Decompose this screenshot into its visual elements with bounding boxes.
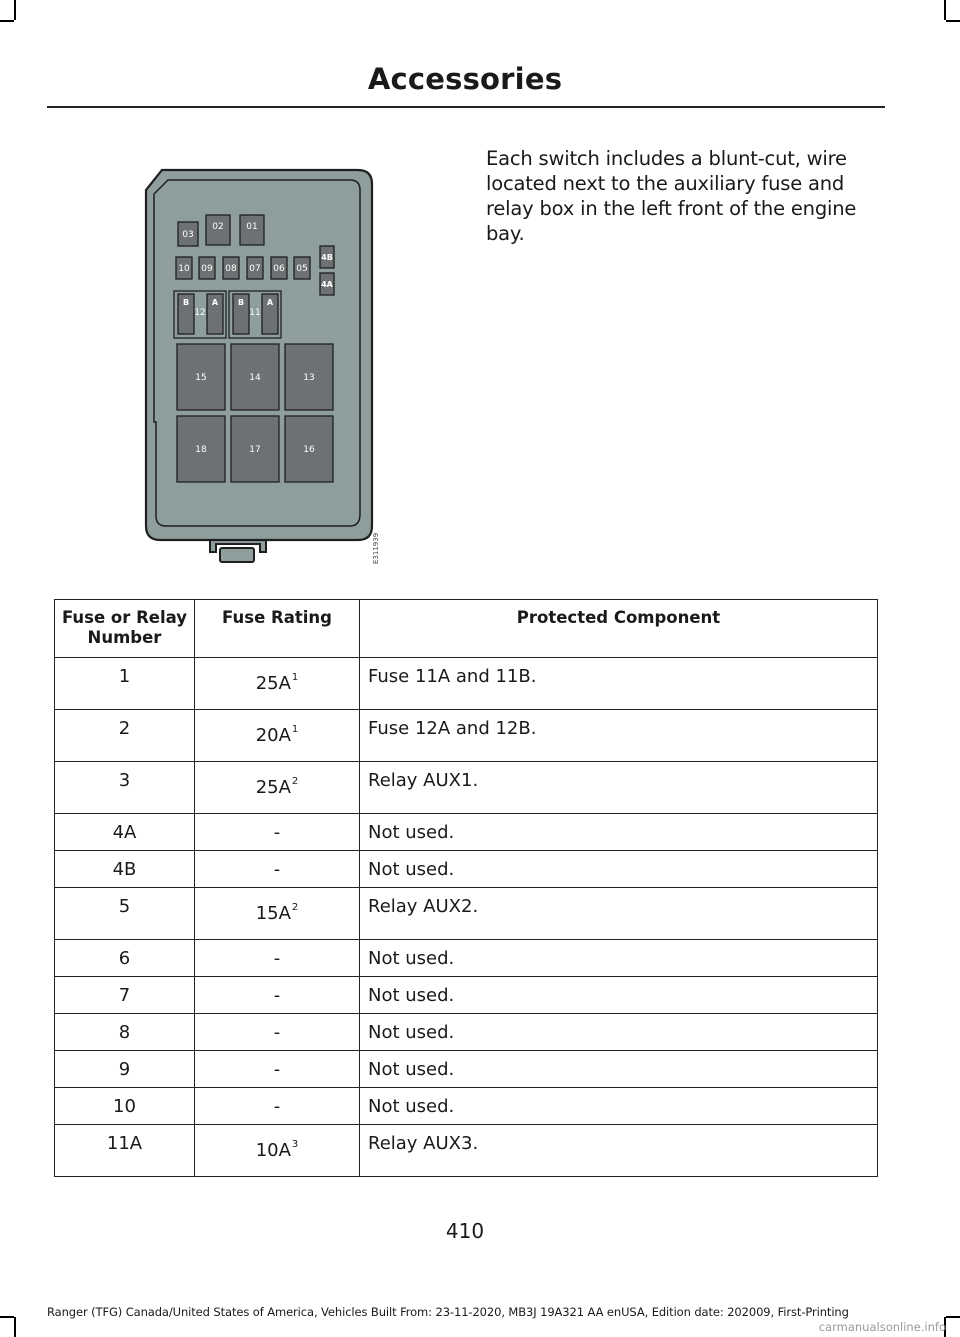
fuse-number-cell: 5 — [55, 888, 195, 940]
fuse-rating-value: 20A — [255, 725, 291, 746]
protected-component-cell: Fuse 11A and 11B. — [360, 658, 878, 710]
table-row — [55, 762, 878, 814]
fuse-slot-label: 14 — [249, 373, 261, 383]
fuse-slot-label: 15 — [195, 373, 207, 383]
title-rule — [47, 106, 885, 108]
fuse-slot-label: 02 — [212, 222, 224, 232]
fuse-rating-cell — [195, 940, 360, 977]
fuse-rating-value: 15A — [255, 903, 291, 924]
fuse-rating-cell — [195, 1125, 360, 1177]
table-row — [55, 977, 878, 1014]
footer-text: Ranger (TFG) Canada/United States of America, Vehicles Built From: 23-11-2020, MB3J 19A321 AA enUSA, Edition date: 202009, First-Printing — [47, 1305, 849, 1319]
fuse-rating-value: 10A — [255, 1140, 291, 1161]
fuse-number-cell: 9 — [55, 1051, 195, 1088]
fuse-table-body — [55, 658, 878, 1177]
fuse-group-label: 12 — [194, 308, 206, 318]
table-row — [55, 940, 878, 977]
crop-mark — [0, 20, 14, 22]
table-header-row — [55, 600, 878, 658]
fuse-rating-value: - — [273, 1059, 281, 1080]
header-fuse-rating: Fuse Rating — [195, 600, 360, 658]
header-fuse-number: Fuse or Relay Number — [55, 600, 195, 658]
fuse-number-cell: 8 — [55, 1014, 195, 1051]
fuse-slot-label: 05 — [296, 264, 308, 274]
fuse-slot-label: A — [211, 298, 219, 307]
crop-mark — [14, 1317, 16, 1337]
fuse-rating-value: - — [273, 948, 281, 969]
crop-mark — [946, 20, 960, 22]
protected-component-cell: Relay AUX2. — [360, 888, 878, 940]
fuse-number-cell: 4B — [55, 851, 195, 888]
fuse-group-label: 11 — [249, 308, 261, 318]
intro-paragraph: Each switch includes a blunt-cut, wire located next to the auxiliary fuse and relay box in the left front of the engine bay. — [486, 147, 857, 245]
fuse-slot-label: 07 — [249, 264, 261, 274]
fuse-box-diagram — [140, 160, 380, 570]
fuse-number-cell: 7 — [55, 977, 195, 1014]
fuse-number-cell: 10 — [55, 1088, 195, 1125]
table-row — [55, 1014, 878, 1051]
fuse-number-cell: 4A — [55, 814, 195, 851]
table-row — [55, 1051, 878, 1088]
fuse-table — [54, 599, 878, 1177]
fuse-rating-value: 25A — [255, 673, 291, 694]
fuse-number-cell: 2 — [55, 710, 195, 762]
page-title: Accessories — [367, 62, 563, 96]
fuse-slot-label: 18 — [195, 445, 207, 455]
footnote-marker: 2 — [291, 776, 299, 787]
protected-component-cell: Relay AUX3. — [360, 1125, 878, 1177]
fuse-slot-label: 01 — [246, 222, 258, 232]
fuse-rating-cell — [195, 977, 360, 1014]
footnote-marker: 2 — [291, 902, 299, 913]
fuse-number-cell: 6 — [55, 940, 195, 977]
fuse-rating-value: - — [273, 1022, 281, 1043]
fuse-number-cell: 3 — [55, 762, 195, 814]
fuse-slot-label: 10 — [178, 264, 190, 274]
fuse-slot-label: 06 — [273, 264, 285, 274]
page-number: 410 — [445, 1219, 485, 1243]
fuse-slot-label: 17 — [249, 445, 261, 455]
footnote-marker: 1 — [291, 724, 299, 735]
fuse-rating-cell — [195, 762, 360, 814]
table-row — [55, 1088, 878, 1125]
footnote-marker: 1 — [291, 672, 299, 683]
protected-component-cell: Fuse 12A and 12B. — [360, 710, 878, 762]
crop-mark — [14, 0, 16, 20]
fuse-rating-cell — [195, 851, 360, 888]
protected-component-cell: Not used. — [360, 851, 878, 888]
table-row — [55, 888, 878, 940]
watermark: carmanualsonline.info — [818, 1320, 946, 1334]
diagram-ref-code: E311939 — [372, 532, 380, 564]
crop-mark — [0, 1316, 14, 1318]
fuse-rating-cell — [195, 1088, 360, 1125]
protected-component-cell: Not used. — [360, 977, 878, 1014]
fuse-box-latch-slot — [220, 548, 254, 562]
fuse-rating-cell — [195, 1014, 360, 1051]
fuse-slot-label: B — [237, 298, 245, 307]
protected-component-cell: Not used. — [360, 814, 878, 851]
table-row — [55, 814, 878, 851]
fuse-rating-value: - — [273, 1096, 281, 1117]
footnote-marker: 3 — [291, 1139, 299, 1150]
table-row — [55, 658, 878, 710]
protected-component-cell: Relay AUX1. — [360, 762, 878, 814]
fuse-slot-label: A — [266, 298, 274, 307]
fuse-rating-value: - — [273, 985, 281, 1006]
fuse-slot-label: 4A — [321, 280, 333, 289]
protected-component-cell: Not used. — [360, 940, 878, 977]
fuse-rating-cell — [195, 814, 360, 851]
fuse-slot-label: 03 — [182, 230, 194, 240]
fuse-rating-value: - — [273, 859, 281, 880]
fuse-slot-label: 08 — [225, 264, 237, 274]
table-row — [55, 1125, 878, 1177]
table-row — [55, 710, 878, 762]
fuse-rating-cell — [195, 1051, 360, 1088]
fuse-slot-label: 13 — [303, 373, 315, 383]
fuse-slot-label: 4B — [321, 253, 333, 262]
fuse-slot-label: 16 — [303, 445, 315, 455]
fuse-number-cell: 11A — [55, 1125, 195, 1177]
fuse-rating-value: 25A — [255, 777, 291, 798]
fuse-slot-label: B — [182, 298, 190, 307]
fuse-box-svg — [140, 160, 380, 570]
fuse-slot-label: 09 — [201, 264, 213, 274]
fuse-rating-cell — [195, 710, 360, 762]
protected-component-cell: Not used. — [360, 1051, 878, 1088]
header-protected-component: Protected Component — [360, 600, 878, 658]
fuse-rating-cell — [195, 888, 360, 940]
fuse-rating-cell — [195, 658, 360, 710]
protected-component-cell: Not used. — [360, 1088, 878, 1125]
fuse-rating-value: - — [273, 822, 281, 843]
crop-mark — [944, 0, 946, 20]
fuse-number-cell: 1 — [55, 658, 195, 710]
protected-component-cell: Not used. — [360, 1014, 878, 1051]
crop-mark — [946, 1316, 960, 1318]
table-row — [55, 851, 878, 888]
